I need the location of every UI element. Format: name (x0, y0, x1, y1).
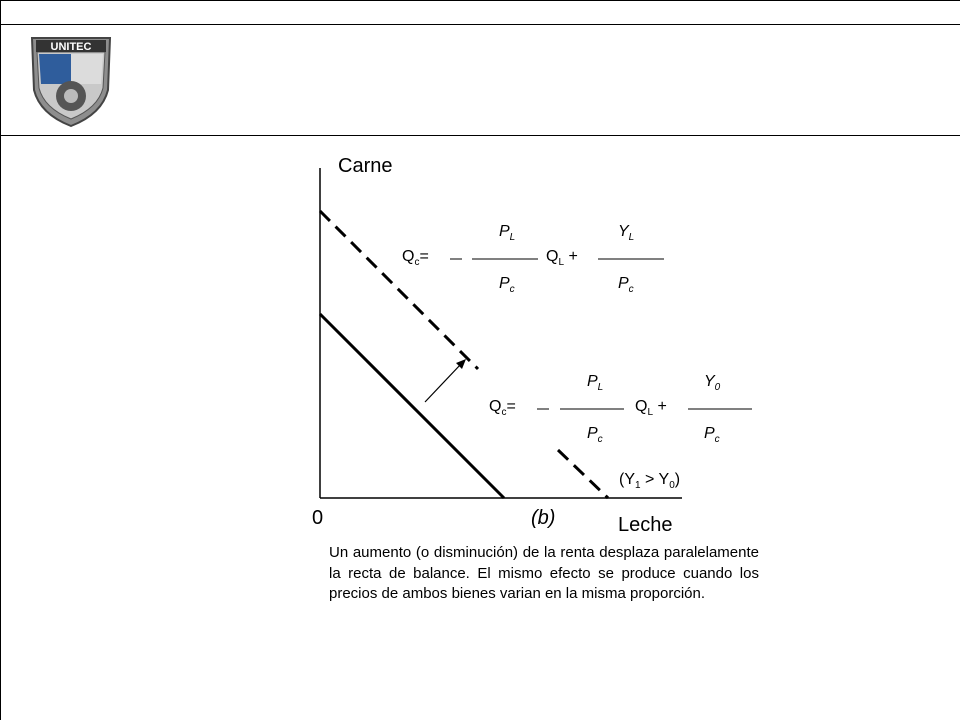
eq2-denominator-2: $P_c$ (704, 425, 720, 445)
eq2-lhs: $Q_c=$ (489, 398, 516, 418)
eq2-middle-term: $Q_L$ + (635, 398, 667, 418)
eq1-middle-term: $Q_L$ + (546, 248, 578, 268)
eq2-denominator-1: $P_c$ (587, 425, 603, 445)
eq1-denominator-1: $P_c$ (499, 275, 515, 295)
shifted-budget-line-lower (558, 450, 608, 498)
logo-text: UNITEC (50, 41, 92, 53)
shift-arrow (425, 364, 461, 402)
panel-label: (b) (531, 507, 556, 529)
eq1-lhs: $Q_c=$ (402, 248, 429, 268)
original-budget-line (320, 314, 504, 498)
y-axis-label: Carne (338, 155, 393, 177)
eq2-numerator-1: $P_L$ (587, 373, 604, 393)
eq1-numerator-2: $Y_L$ (618, 223, 635, 243)
eq2-numerator-2: $Y_0$ (704, 373, 721, 393)
eq1-numerator-1: $P_L$ (499, 223, 516, 243)
eq1-denominator-2: $P_c$ (618, 275, 634, 295)
x-axis-label: Leche (618, 514, 673, 536)
shifted-budget-line-upper (320, 211, 478, 369)
origin-label: 0 (312, 507, 324, 529)
caption-text: Un aumento (o disminución) de la renta desplaza paralelamente la recta de balance. El mismo efecto se produce cuando los precios de ambos bienes varian en la misma proporción. (329, 544, 759, 602)
income-condition: $(Y_1 > Y_0)$ (619, 471, 681, 491)
